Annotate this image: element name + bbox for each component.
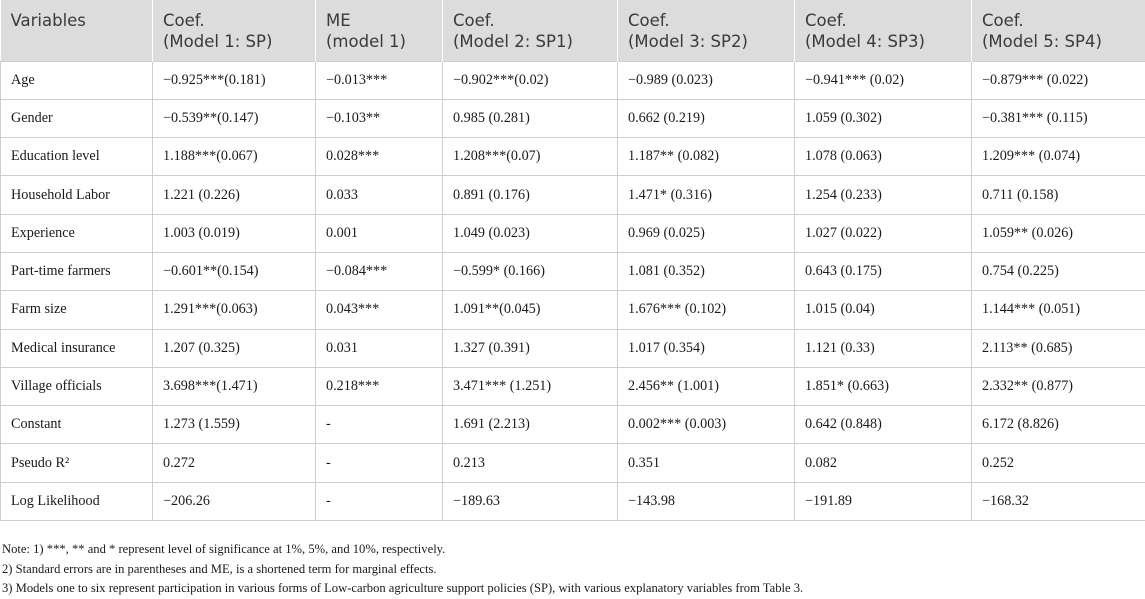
- table-cell: Education level: [1, 138, 153, 176]
- table-cell: 3.471*** (1.251): [443, 367, 618, 405]
- table-cell: −0.902***(0.02): [443, 61, 618, 99]
- table-cell: 0.891 (0.176): [443, 176, 618, 214]
- table-header: [1, 0, 1145, 61]
- table-cell: −0.013***: [316, 61, 443, 99]
- table-cell: Household Labor: [1, 176, 153, 214]
- header-line-1: Coef.: [453, 11, 495, 30]
- table-row: [1, 252, 1145, 290]
- header-line-2: (Model 1: SP): [163, 32, 273, 51]
- table-row: [1, 99, 1145, 137]
- table-cell: 1.327 (0.391): [443, 329, 618, 367]
- header-line-1: Coef.: [163, 11, 205, 30]
- table-cell: 6.172 (8.826): [972, 406, 1145, 444]
- table-cell: 1.221 (0.226): [153, 176, 316, 214]
- table-body: [1, 61, 1145, 521]
- header-line-1: Coef.: [982, 11, 1024, 30]
- header-model5-coef: [972, 0, 1145, 61]
- table-cell: 0.351: [618, 444, 795, 482]
- table-cell: 0.662 (0.219): [618, 99, 795, 137]
- header-line-1: ME: [326, 11, 351, 30]
- table-cell: Farm size: [1, 291, 153, 329]
- table-cell: 0.985 (0.281): [443, 99, 618, 137]
- header-row: [1, 0, 1145, 61]
- table-cell: −0.879*** (0.022): [972, 61, 1145, 99]
- header-variables: [1, 0, 153, 61]
- table-cell: 0.033: [316, 176, 443, 214]
- table-cell: 0.711 (0.158): [972, 176, 1145, 214]
- table-cell: 1.081 (0.352): [618, 252, 795, 290]
- table-cell: 1.059 (0.302): [795, 99, 972, 137]
- note-standard-errors: 2) Standard errors are in parentheses and ME, is a shortened term for marginal effects.: [2, 561, 437, 576]
- table-cell: 0.082: [795, 444, 972, 482]
- table-cell: 1.144*** (0.051): [972, 291, 1145, 329]
- table-cell: 1.121 (0.33): [795, 329, 972, 367]
- table-cell: Part-time farmers: [1, 252, 153, 290]
- header-line-2: (Model 5: SP4): [982, 32, 1102, 51]
- table-cell: 1.291***(0.063): [153, 291, 316, 329]
- header-line-1: Coef.: [628, 11, 670, 30]
- table-cell: -: [316, 482, 443, 520]
- table-cell: −189.63: [443, 482, 618, 520]
- table-row: [1, 329, 1145, 367]
- table-cell: −0.601**(0.154): [153, 252, 316, 290]
- table-notes: [2, 540, 803, 599]
- table-row: [1, 291, 1145, 329]
- table-cell: 1.207 (0.325): [153, 329, 316, 367]
- table-cell: Age: [1, 61, 153, 99]
- table-cell: 0.213: [443, 444, 618, 482]
- table-cell: 2.332** (0.877): [972, 367, 1145, 405]
- table-row: [1, 138, 1145, 176]
- table-cell: 1.027 (0.022): [795, 214, 972, 252]
- table-cell: Experience: [1, 214, 153, 252]
- table-cell: 0.218***: [316, 367, 443, 405]
- table-cell: 1.059** (0.026): [972, 214, 1145, 252]
- table-cell: 1.676*** (0.102): [618, 291, 795, 329]
- note-models: 3) Models one to six represent participation in various forms of Low-carbon agriculture support policies (SP), with various explanatory variables from Table 3.: [2, 581, 804, 595]
- table-cell: −0.381*** (0.115): [972, 99, 1145, 137]
- table-cell: Village officials: [1, 367, 153, 405]
- header-line-2: (Model 2: SP1): [453, 32, 573, 51]
- table-cell: 0.001: [316, 214, 443, 252]
- table-cell: Log Likelihood: [1, 482, 153, 520]
- table-cell: 0.272: [153, 444, 316, 482]
- table-cell: 2.456** (1.001): [618, 367, 795, 405]
- header-line-2: (Model 4: SP3): [805, 32, 925, 51]
- table-cell: 1.208***(0.07): [443, 138, 618, 176]
- header-line-1: Coef.: [805, 11, 847, 30]
- table-cell: 0.969 (0.025): [618, 214, 795, 252]
- table-row: [1, 176, 1145, 214]
- header-model2-coef: [443, 0, 618, 61]
- header-model3-coef: [618, 0, 795, 61]
- table-cell: −0.941*** (0.02): [795, 61, 972, 99]
- table-cell: −0.599* (0.166): [443, 252, 618, 290]
- table-cell: 1.188***(0.067): [153, 138, 316, 176]
- table-cell: 3.698***(1.471): [153, 367, 316, 405]
- table-cell: 0.643 (0.175): [795, 252, 972, 290]
- table-cell: 1.209*** (0.074): [972, 138, 1145, 176]
- table-cell: -: [316, 406, 443, 444]
- header-model1-me: [316, 0, 443, 61]
- table-cell: 2.113** (0.685): [972, 329, 1145, 367]
- table-cell: −0.084***: [316, 252, 443, 290]
- header-line-2: (model 1): [326, 32, 406, 51]
- table-cell: 1.851* (0.663): [795, 367, 972, 405]
- table-cell: −0.539**(0.147): [153, 99, 316, 137]
- table-row: [1, 367, 1145, 405]
- table-cell: 1.471* (0.316): [618, 176, 795, 214]
- table-cell: Pseudo R²: [1, 444, 153, 482]
- table-cell: −191.89: [795, 482, 972, 520]
- note-significance: Note: 1) ***, ** and * represent level of significance at 1%, 5%, and 10%, respectively.: [2, 542, 446, 556]
- table-row: [1, 214, 1145, 252]
- table-cell: 1.017 (0.354): [618, 329, 795, 367]
- table-cell: Gender: [1, 99, 153, 137]
- table-cell: 1.015 (0.04): [795, 291, 972, 329]
- table-row: [1, 61, 1145, 99]
- header-model4-coef: [795, 0, 972, 61]
- table-cell: 0.252: [972, 444, 1145, 482]
- table-cell: 0.642 (0.848): [795, 406, 972, 444]
- table-cell: Constant: [1, 406, 153, 444]
- header-model1-coef: [153, 0, 316, 61]
- table-cell: 0.028***: [316, 138, 443, 176]
- table-cell: 1.273 (1.559): [153, 406, 316, 444]
- table-cell: −143.98: [618, 482, 795, 520]
- table-cell: 1.091**(0.045): [443, 291, 618, 329]
- table-cell: −0.103**: [316, 99, 443, 137]
- table-cell: −0.989 (0.023): [618, 61, 795, 99]
- table-cell: 1.049 (0.023): [443, 214, 618, 252]
- table-cell: 1.078 (0.063): [795, 138, 972, 176]
- table-cell: 0.754 (0.225): [972, 252, 1145, 290]
- table-cell: -: [316, 444, 443, 482]
- table-cell: 1.691 (2.213): [443, 406, 618, 444]
- table-cell: 1.254 (0.233): [795, 176, 972, 214]
- table-cell: 0.031: [316, 329, 443, 367]
- table-cell: −0.925***(0.181): [153, 61, 316, 99]
- table-row: [1, 482, 1145, 520]
- header-line-2: (Model 3: SP2): [628, 32, 748, 51]
- table-cell: 1.187** (0.082): [618, 138, 795, 176]
- table-cell: Medical insurance: [1, 329, 153, 367]
- table-cell: 0.043***: [316, 291, 443, 329]
- header-line-1: Variables: [10, 11, 86, 30]
- table-cell: 1.003 (0.019): [153, 214, 316, 252]
- table-cell: −206.26: [153, 482, 316, 520]
- table-cell: 0.002*** (0.003): [618, 406, 795, 444]
- table-row: [1, 444, 1145, 482]
- table-cell: −168.32: [972, 482, 1145, 520]
- table-row: [1, 406, 1145, 444]
